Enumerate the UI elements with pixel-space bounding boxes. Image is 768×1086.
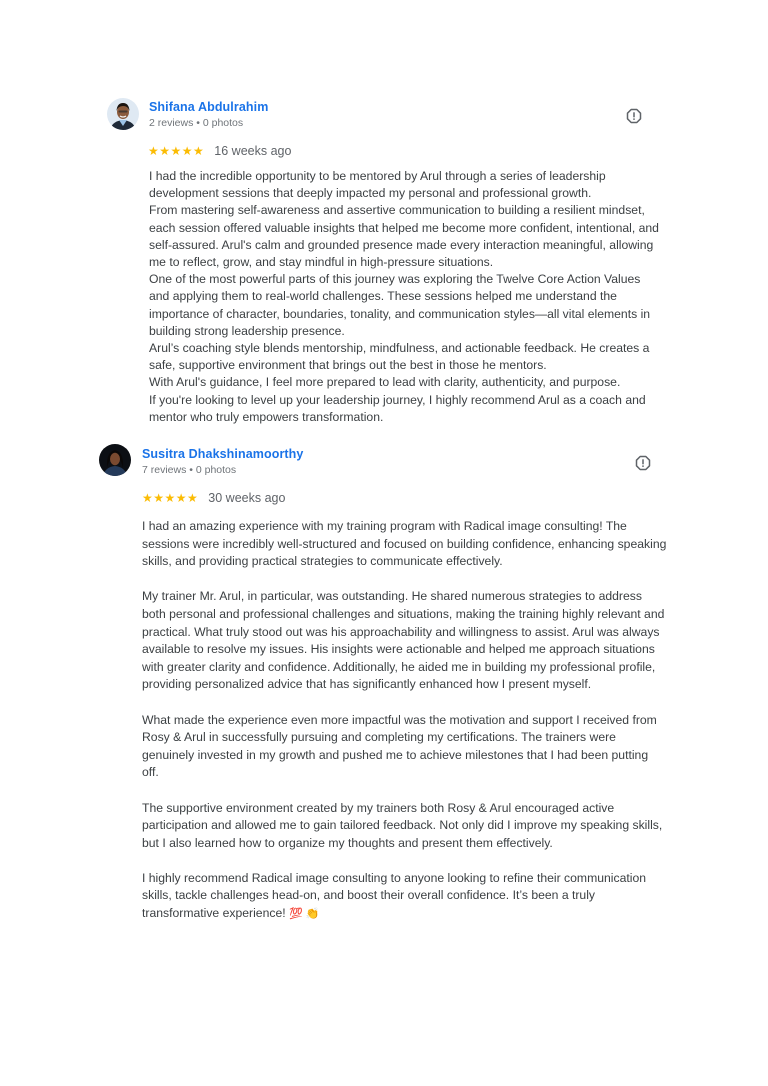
paragraph-gap [142, 694, 668, 712]
reviewer-meta: 7 reviews • 0 photos [142, 464, 237, 476]
reviewer-avatar[interactable] [107, 98, 139, 130]
paragraph-gap [142, 571, 668, 589]
rating-row [148, 144, 291, 158]
reviewer-name[interactable]: Susitra Dhakshinamoorthy [142, 447, 304, 461]
review-paragraph: One of the most powerful parts of this journey was exploring the Twelve Core Action Values and applying them to real-world challenges. These sessions helped me understand the importance of character, boundaries, tonality, and communication styles—all vital elements in building strong leadership presence. [149, 272, 651, 338]
review-paragraph: What made the experience even more impactful was the motivation and support I received from Rosy & Arul in successfully pursuing and completing my certifications. The trainers were genuinely invested in my growth and pushed me to achieve milestones that I had been putting off. [142, 712, 657, 780]
star-rating: ★★★★★ [148, 144, 205, 158]
review-paragraph-last [142, 870, 668, 924]
star-rating: ★★★★★ [142, 491, 199, 505]
report-flag-icon[interactable] [626, 108, 642, 124]
paragraph-gap [142, 782, 668, 800]
reviewer-avatar[interactable] [99, 444, 131, 476]
reviewer-meta: 2 reviews • 0 photos [149, 117, 244, 129]
review-paragraph: I had an amazing experience with my training program with Radical image consulting! The sessions were incredibly well-structured and focused on building confidence, enhancing speaking skills, and providing practical strategies to communicate effectively. [142, 519, 667, 569]
review-paragraph: The supportive environment created by my trainers both Rosy & Arul encouraged active participation and allowed me to gain tailored feedback. Not only did I improve my speaking skills, but I also learned how to organize my thoughts and present them effectively. [142, 800, 663, 850]
reviewer-name[interactable]: Shifana Abdulrahim [149, 100, 269, 114]
review-card [0, 0, 768, 430]
report-flag-icon[interactable] [635, 455, 651, 471]
review-text [142, 518, 668, 924]
review-card [0, 430, 768, 950]
review-paragraph: From mastering self-awareness and assertive communication to building a resilient mindset, each session offered valuable insights that helped me become more confident, intentional, and self-assured. Arul's calm and grounded presence made every interaction meaningful, allowing me to reflect, grow, and stay mindful in high-pressure situations. [149, 203, 659, 270]
review-paragraph: My trainer Mr. Arul, in particular, was outstanding. He shared numerous strategies to address both personal and professional challenges and situations, making the training highly relevant and practical. What truly stood out was his approachability and willingness to assist. Arul was always available to resolve my issues. His insights were actionable and helped me approach situations with greater clarity and confidence. Additionally, he aided me in building my professional profile, providing personalized advice that has significantly enhanced how I present myself. [142, 589, 665, 692]
paragraph-gap [142, 852, 668, 870]
review-text [149, 168, 659, 426]
review-date: 30 weeks ago [208, 491, 286, 505]
review-paragraph: If you're looking to level up your leadership journey, I highly recommend Arul as a coach and mentor who truly empowers transformation. [149, 392, 646, 424]
review-paragraph: Arul’s coaching style blends mentorship, mindfulness, and actionable feedback. He creates a safe, supportive environment that brings out the best in those he mentors. [149, 341, 650, 373]
review-date: 16 weeks ago [214, 144, 292, 158]
emoji-hundred-clap-icon: 💯 👏 [289, 908, 320, 921]
review-paragraph: With Arul's guidance, I feel more prepared to lead with clarity, authenticity, and purpose. [149, 375, 621, 390]
rating-row [142, 491, 285, 505]
review-paragraph-text: I highly recommend Radical image consulting to anyone looking to refine their communication skills, tackle challenges head-on, and boost their overall confidence. It’s been a truly transformative experience! [142, 870, 647, 921]
review-paragraph: I had the incredible opportunity to be mentored by Arul through a series of leadership development sessions that deeply impacted my personal and professional growth. [149, 169, 606, 201]
